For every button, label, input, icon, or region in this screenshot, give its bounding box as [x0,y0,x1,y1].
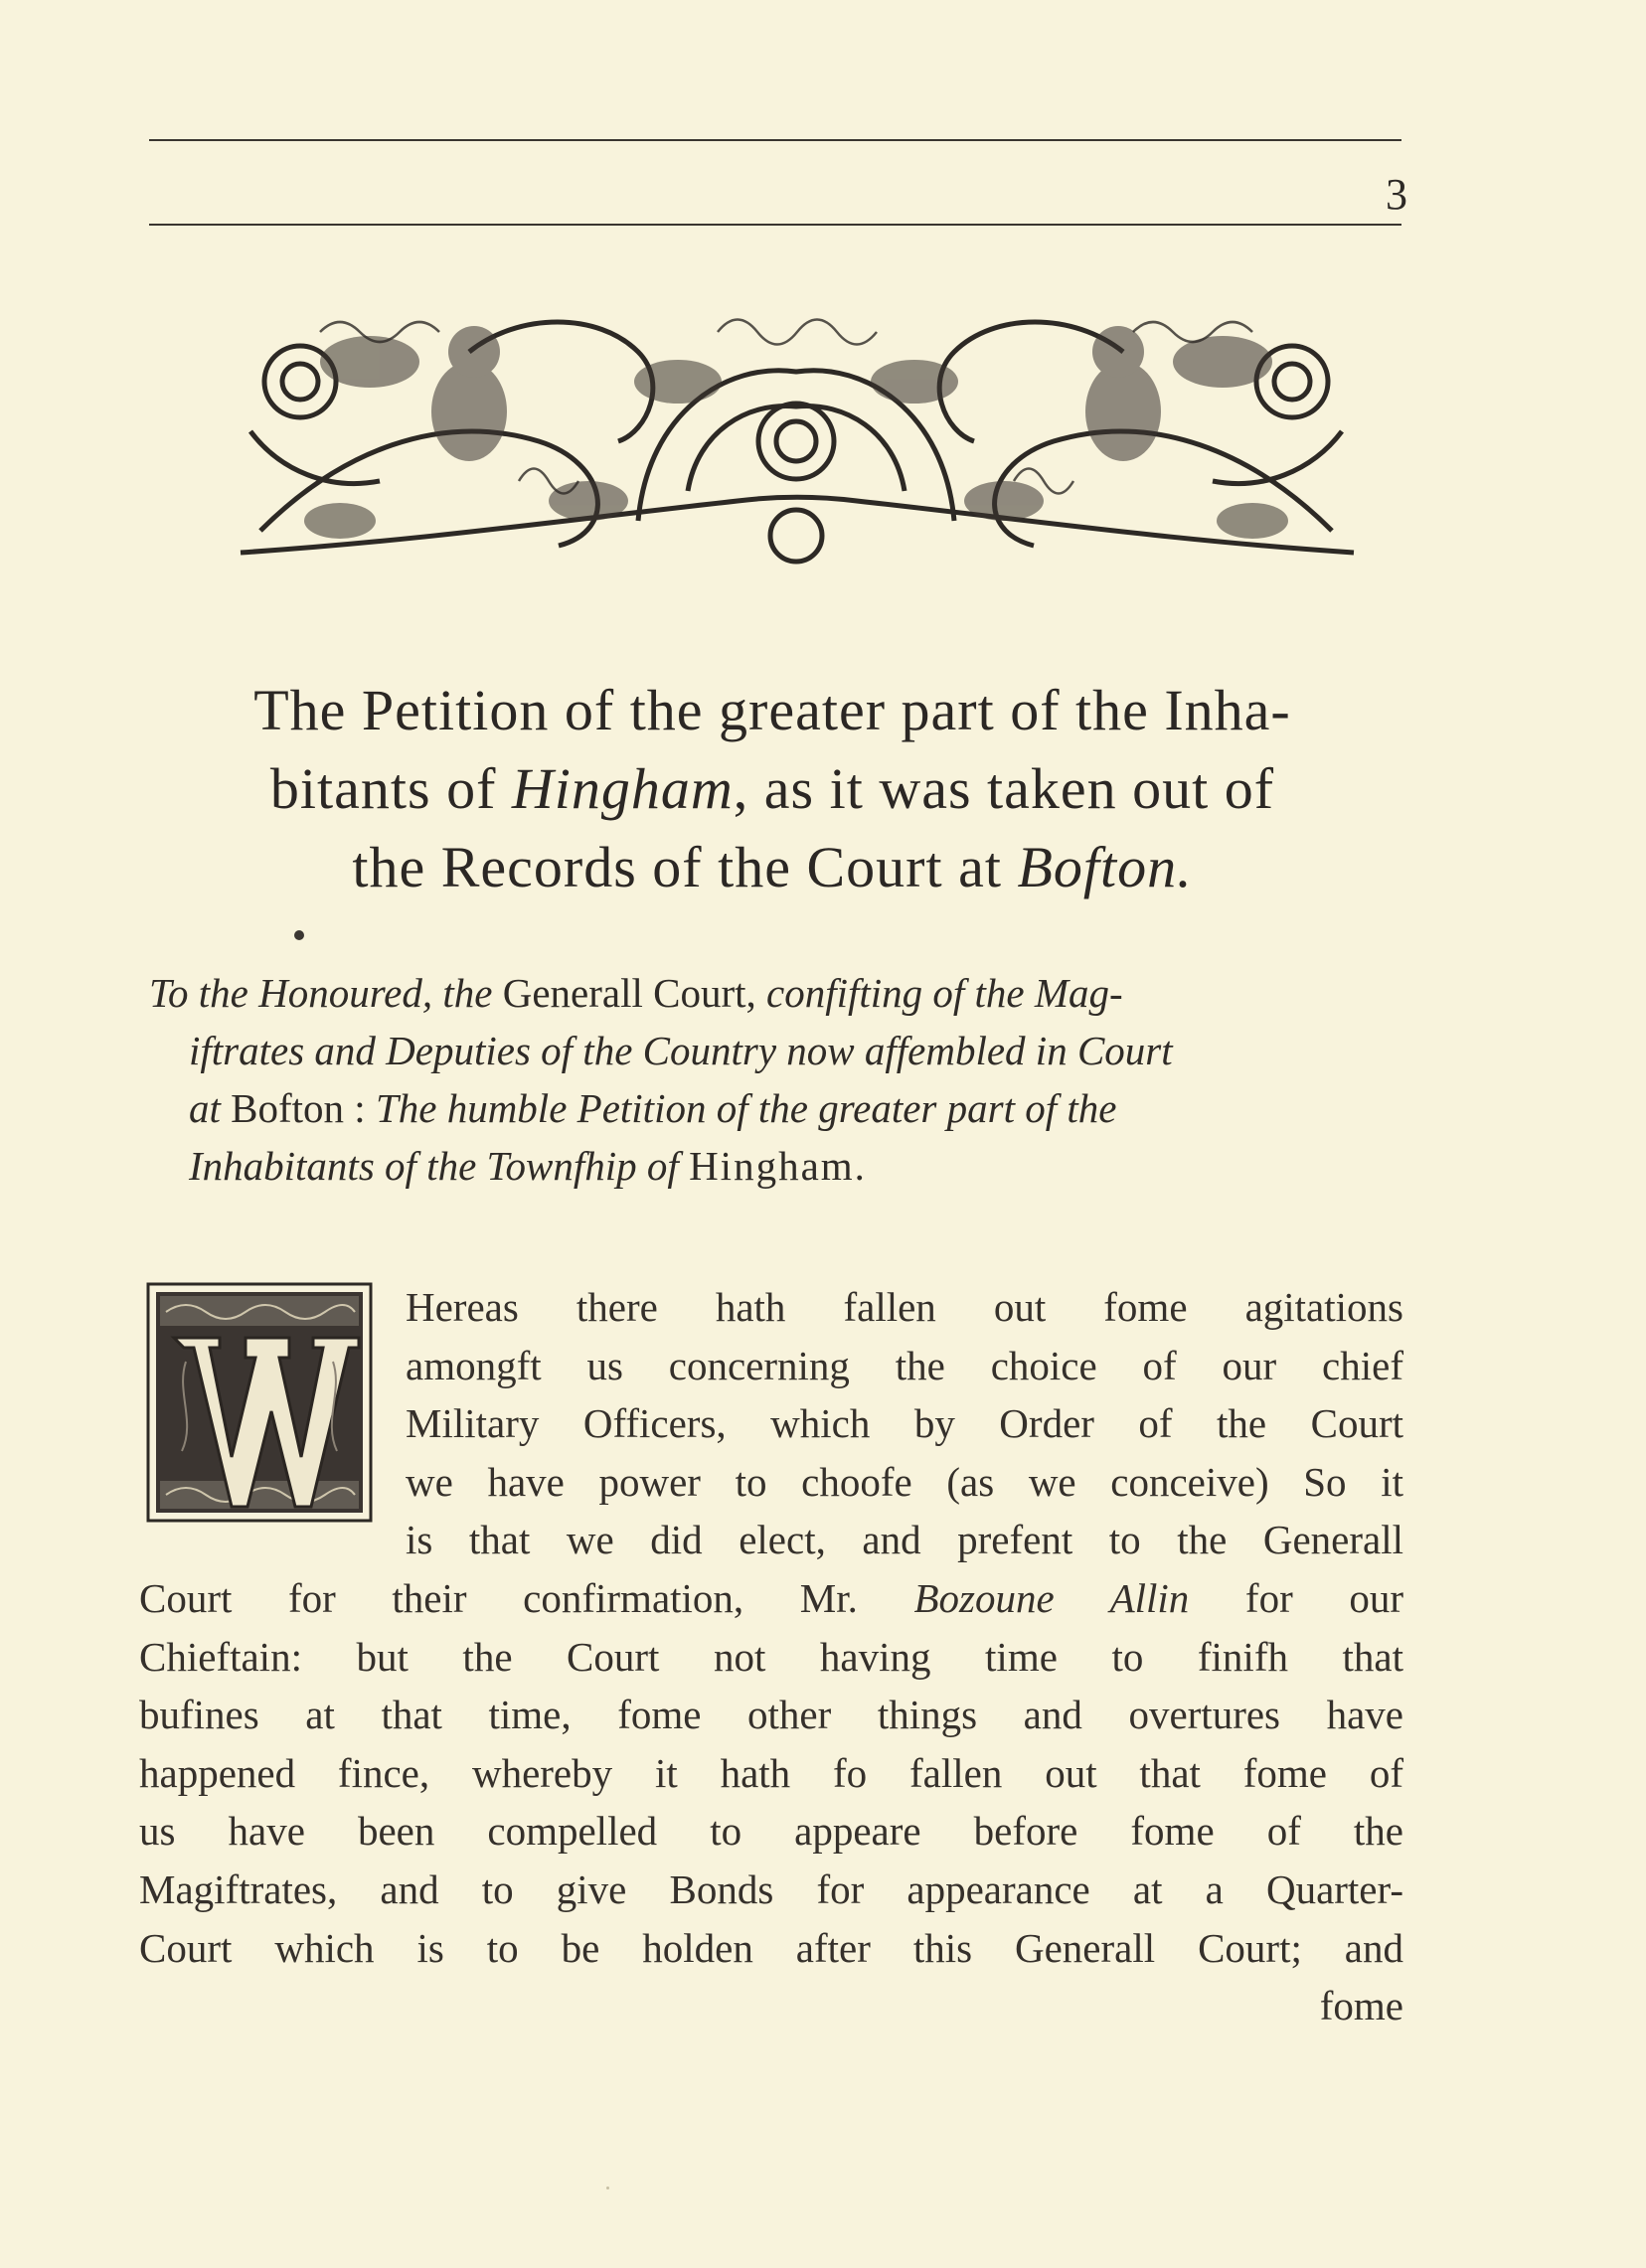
address-line-4 [149,1137,1401,1195]
address-line-2 [149,1022,1401,1079]
ornament-dot [294,930,304,940]
ornamental-headpiece-icon [221,292,1372,572]
title-line-2-post: , as it was taken out of [733,756,1275,821]
body-line-7: Chieftain: but the Court not having time to finifh that [139,1633,1403,1680]
body-line-3: Military Officers, which by Order of the Court [406,1400,1403,1447]
body-line-2: amongft us concerning the choice of our chief [406,1342,1403,1388]
person-bozoune-allin: Bozoune Allin [913,1574,1190,1621]
title-line-2 [145,749,1399,828]
address-line-3-c: The humble Petition of the greater part of the [375,1085,1117,1131]
address-block [149,964,1401,1195]
address-line-1 [149,964,1401,1022]
address-line-3 [149,1079,1401,1137]
body-line-9: happened fince, whereby it hath fo fallen out that fome of [139,1749,1403,1796]
catchword: fome [1319,1983,1403,2029]
body-line-5: is that we did elect, and prefent to the Generall [406,1517,1403,1563]
address-line-1-a: To the Honoured, the [149,970,503,1016]
page-number: 3 [1386,170,1407,219]
paper-speck [606,2187,609,2189]
top-rule [149,139,1401,141]
body-line-11: Magiftrates, and to give Bonds for appearance at a Quarter- [139,1865,1403,1912]
body-line-6 [139,1569,1403,1628]
title-line-3-pre: the Records of the Court at [352,835,1018,899]
body-line-6-c: for our [1189,1574,1403,1621]
petition-title [145,671,1399,906]
title-line-1: The Petition of the greater part of the Inha- [253,678,1291,742]
address-line-4-a: Inhabitants of the Townfhip of [189,1143,690,1189]
body-line-1: Hereas there hath fallen out fome agitations [406,1284,1403,1330]
address-line-1-b: Generall Court, [502,970,766,1016]
address-line-1-c: confifting of the Mag- [766,970,1123,1016]
body-line-10: us have been compelled to appeare before fome of the [139,1808,1403,1855]
address-line-2-text: iftrates and Deputies of the Country now affembled in Court [189,1028,1173,1073]
address-line-3-a: at [189,1085,232,1131]
address-line-4-b: Hingham. [689,1143,867,1189]
title-line-2-pre: bitants of [269,756,512,821]
body-line-4: we have power to choofe (as we conceive) So it [406,1458,1403,1505]
title-line-3 [145,828,1399,906]
body-line-12: Court which is to be holden after this Generall Court; and [139,1924,1403,1971]
place-hingham: Hingham [511,756,734,821]
petition-body [139,1278,1403,2035]
bottom-head-rule [149,224,1401,226]
address-line-3-b: Bofton : [231,1085,376,1131]
body-line-6-a: Court for their confirmation, Mr. [139,1574,914,1621]
place-boston: Bofton. [1017,835,1193,899]
body-line-8: bufines at that time, fome other things and overtures have [139,1692,1403,1738]
